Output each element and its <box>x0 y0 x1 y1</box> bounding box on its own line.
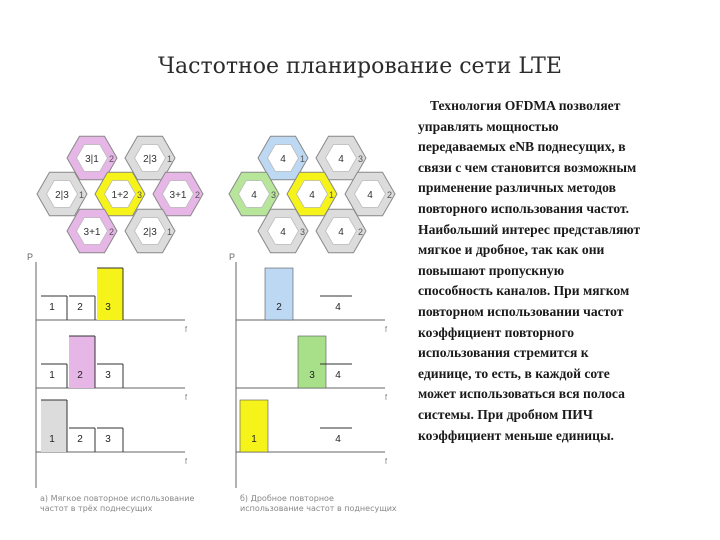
hex-cell-left-label: 3+1 <box>169 190 187 201</box>
soft-x-axis-label: f <box>184 325 188 334</box>
soft-band-label: 2 <box>77 434 83 445</box>
body-line: может использоваться вся полоса <box>418 386 625 402</box>
soft-band-label: 3 <box>105 370 111 381</box>
soft-y-axis-label: P <box>26 252 34 262</box>
hex-cell-right-side-label: 2 <box>357 227 364 237</box>
hex-cell-left-side-label: 1 <box>78 190 85 200</box>
soft-band-label: 2 <box>77 302 83 313</box>
hex-cell-right-label: 4 <box>338 154 344 165</box>
body-line: Наибольший интерес представляют <box>418 221 641 237</box>
body-line: единице, то есть, в каждой соте <box>418 365 610 381</box>
frac-shared-band-label: 4 <box>335 370 341 381</box>
soft-x-axis-label: f <box>184 457 188 466</box>
soft-band-label: 1 <box>49 302 55 313</box>
hex-cell-left-side-label: 2 <box>108 154 115 164</box>
body-line: коэффициент меньше единицы. <box>418 427 614 443</box>
body-line: использования стремится к <box>418 345 589 361</box>
body-line: связи с чем становится возможным <box>418 159 637 175</box>
hex-cell-left-label: 2|3 <box>143 154 157 165</box>
hex-cell-right-side-label: 1 <box>328 190 335 200</box>
hex-cell-right-label: 4 <box>251 190 257 201</box>
hex-cell-left-side-label: 2 <box>108 227 115 237</box>
hex-cell-right-side-label: 3 <box>270 190 277 200</box>
hex-cell-left-side-label: 1 <box>166 227 173 237</box>
frac-x-axis-label: f <box>384 393 388 402</box>
body-line: повторном использовании частот <box>418 303 624 319</box>
body-line: повышают пропускную <box>418 262 565 278</box>
soft-band-label: 3 <box>105 434 111 445</box>
soft-x-axis-label: f <box>184 393 188 402</box>
soft-band-label: 1 <box>49 434 55 445</box>
hex-cell-right-side-label: 3 <box>299 227 306 237</box>
frac-band-label: 2 <box>276 302 282 313</box>
body-line: управлять мощностью <box>418 118 559 134</box>
body-line: коэффициент повторного <box>418 324 575 340</box>
body-line: системы. При дробном ПИЧ <box>418 406 593 422</box>
hex-cell-right-label: 4 <box>367 190 373 201</box>
soft-band-label: 2 <box>77 370 83 381</box>
body-line: способность каналов. При мягком <box>418 283 630 299</box>
frac-y-axis-label: P <box>228 252 236 262</box>
hex-cell-right-label: 4 <box>338 227 344 238</box>
hex-cell-left-label: 1+2 <box>111 190 129 201</box>
hex-cell-right-label: 4 <box>309 190 315 201</box>
frac-x-axis-label: f <box>384 457 388 466</box>
hex-cell-right-label: 4 <box>280 154 286 165</box>
frac-shared-band-label: 4 <box>335 302 341 313</box>
caption-fractional-reuse: б) Дробное повторное использование частот в поднесущих <box>240 494 397 513</box>
body-line: Технология OFDMA позволяет <box>430 98 621 113</box>
body-line: применение различных методов <box>418 180 616 196</box>
hex-cell-left-side-label: 1 <box>166 154 173 164</box>
soft-band-label: 3 <box>105 302 111 313</box>
frac-x-axis-label: f <box>384 325 388 334</box>
frac-shared-band-label: 4 <box>335 434 341 445</box>
hex-cell-right-side-label: 1 <box>299 154 306 164</box>
soft-band-label: 1 <box>49 370 55 381</box>
hex-cell-right-label: 4 <box>280 227 286 238</box>
hex-cell-right-side-label: 3 <box>357 154 364 164</box>
hex-cell-left-label: 3+1 <box>83 227 101 238</box>
hex-cell-left-label: 2|3 <box>55 190 69 201</box>
hex-cell-left-side-label: 2 <box>194 190 201 200</box>
frac-band-label: 1 <box>251 434 257 445</box>
hex-cell-left-label: 3|1 <box>85 154 99 165</box>
hex-cell-left-label: 2|3 <box>143 227 157 238</box>
body-line: мягкое и дробное, так как они <box>418 242 605 258</box>
caption-soft-reuse: a) Мягкое повторное использование частот в трёх поднесущих <box>40 494 195 513</box>
body-line: передаваемых eNB поднесущих, в <box>418 139 626 155</box>
page-title: Частотное планирование сети LTE <box>158 54 562 79</box>
hex-cell-left-side-label: 3 <box>136 190 143 200</box>
frac-band-label: 3 <box>309 370 315 381</box>
hex-cell-right-side-label: 2 <box>386 190 393 200</box>
body-line: повторного использования частот. <box>418 200 630 216</box>
